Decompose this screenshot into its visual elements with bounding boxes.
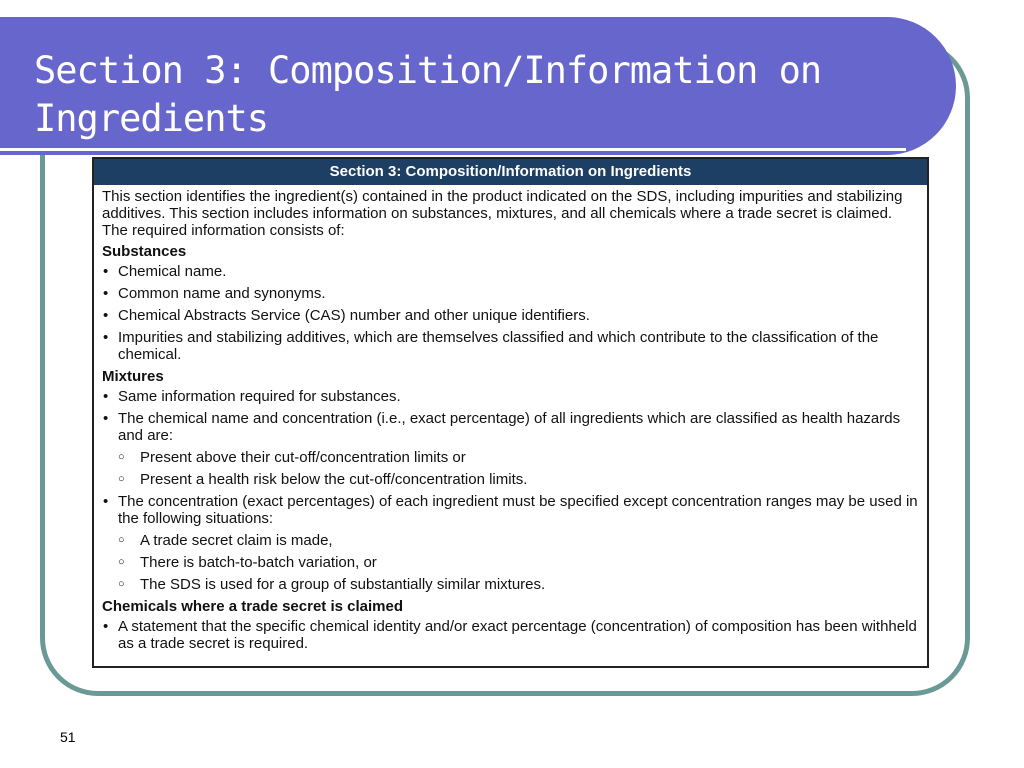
trade-secret-heading: Chemicals where a trade secret is claimed xyxy=(102,598,403,615)
bullet-icon: • xyxy=(103,493,109,510)
slide-title: Section 3: Composition/Information on Ingredients xyxy=(34,49,822,140)
substances-heading: Substances xyxy=(102,243,187,260)
circle-bullet-icon: ○ xyxy=(118,578,125,590)
bullet-icon: • xyxy=(103,388,109,405)
mixtures-heading: Mixtures xyxy=(102,368,164,385)
bullet-icon: • xyxy=(103,263,109,280)
sub-list-item: ○ The SDS is used for a group of substantially similar mixtures. xyxy=(118,576,546,593)
bullet-icon: • xyxy=(103,285,109,302)
bullet-icon: • xyxy=(103,618,109,635)
circle-bullet-icon: ○ xyxy=(118,451,125,463)
list-item: • Impurities and stabilizing additives, which are themselves classified and which contribute to the classification of the chemical. xyxy=(103,329,879,363)
list-item: • Same information required for substances. xyxy=(103,388,401,405)
document-body xyxy=(94,185,927,652)
document-table xyxy=(92,157,929,668)
bullet-icon: • xyxy=(103,410,109,427)
title-bar xyxy=(0,17,956,155)
circle-bullet-icon: ○ xyxy=(118,473,125,485)
list-item: • Common name and synonyms. xyxy=(103,285,326,302)
sub-list-item: ○ Present above their cut-off/concentration limits or xyxy=(118,449,466,466)
list-item: • Chemical name. xyxy=(103,263,227,280)
circle-bullet-icon: ○ xyxy=(118,556,125,568)
list-item: • A statement that the specific chemical identity and/or exact percentage (concentration) of composition has been withheld as a trade secret is required. xyxy=(103,618,917,652)
intro-paragraph: This section identifies the ingredient(s) contained in the product indicated on the SDS, including impurities and stabilizing additives. This section includes information on substances, mixtures, and all chemicals where a trade secret is claimed. The required information consists of: xyxy=(102,188,903,239)
bullet-icon: • xyxy=(103,329,109,346)
list-item: • Chemical Abstracts Service (CAS) number and other unique identifiers. xyxy=(103,307,590,324)
circle-bullet-icon: ○ xyxy=(118,534,125,546)
sub-list-item: ○ Present a health risk below the cut-off/concentration limits. xyxy=(118,471,528,488)
sub-list-item: ○ There is batch-to-batch variation, or xyxy=(118,554,377,571)
page-number: 51 xyxy=(60,729,76,745)
document-header: Section 3: Composition/Information on Ingredients xyxy=(94,159,927,185)
list-item: • The concentration (exact percentages) of each ingredient must be specified except concentration ranges may be used in the following situations: xyxy=(103,493,918,527)
bullet-icon: • xyxy=(103,307,109,324)
title-underline xyxy=(0,148,906,151)
list-item: • The chemical name and concentration (i.e., exact percentage) of all ingredients which are classified as health hazards and are: xyxy=(103,410,901,444)
sub-list-item: ○ A trade secret claim is made, xyxy=(118,532,333,549)
